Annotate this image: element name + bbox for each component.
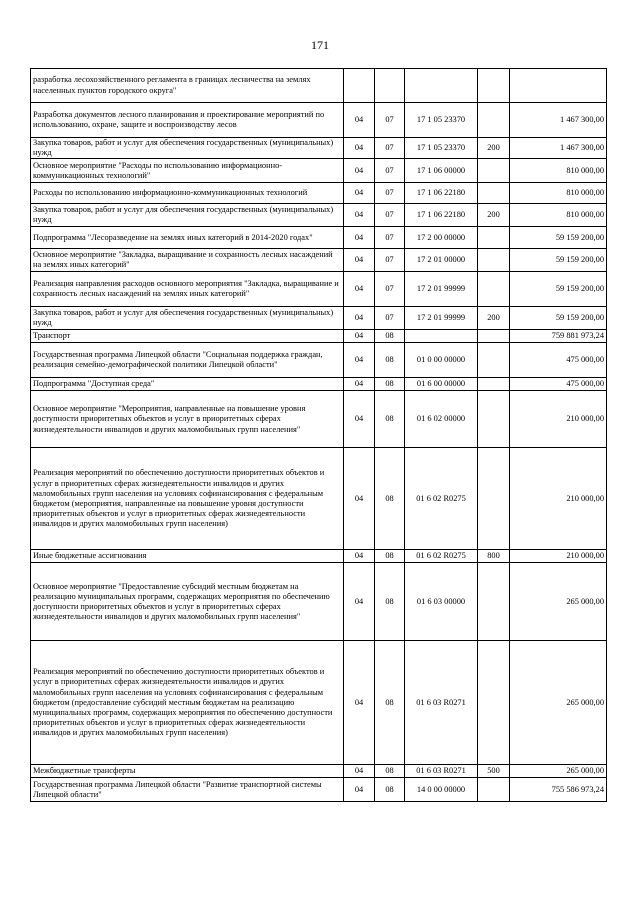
row-amount-cell: 210 000,00 — [510, 391, 607, 448]
row-section-cell: 04 — [344, 307, 375, 330]
row-section-cell: 04 — [344, 550, 375, 563]
row-name-cell: Основное мероприятие "Закладка, выращивание и сохранность лесных насаждений на землях иных категорий" — [31, 249, 344, 272]
table-row — [31, 227, 607, 249]
table-row — [31, 765, 607, 778]
row-subsection-cell: 08 — [375, 641, 405, 765]
row-section-cell: 04 — [344, 765, 375, 778]
row-target-article-cell: 17 2 01 00000 — [405, 249, 478, 272]
row-expense-type-cell — [478, 249, 510, 272]
row-name-cell: Реализация мероприятий по обеспечению доступности приоритетных объектов и услуг в приоритетных сферах жизнедеятельности инвалидов и других маломобильных групп населения на условиях софинансирования с федеральным бюджетом (предоставление субсидий местным бюджетам на реализацию муниципальных программ, содержащих мероприятия по обеспечению доступности приоритетных объектов и услуг в приоритетных сферах жизнедеятельности инвалидов и других маломобильных групп населения) — [31, 641, 344, 765]
table-row — [31, 138, 607, 159]
row-name-cell: Закупка товаров, работ и услуг для обеспечения государственных (муниципальных) нужд — [31, 307, 344, 330]
row-section-cell: 04 — [344, 272, 375, 307]
row-expense-type-cell — [478, 330, 510, 343]
row-subsection-cell: 07 — [375, 159, 405, 183]
row-amount-cell: 810 000,00 — [510, 159, 607, 183]
row-name-cell: Закупка товаров, работ и услуг для обеспечения государственных (муниципальных) нужд — [31, 204, 344, 227]
row-expense-type-cell: 200 — [478, 138, 510, 159]
row-amount-cell: 1 467 300,00 — [510, 103, 607, 138]
row-section-cell: 04 — [344, 563, 375, 641]
row-amount-cell: 475 000,00 — [510, 378, 607, 391]
row-section-cell: 04 — [344, 204, 375, 227]
row-section-cell: 04 — [344, 330, 375, 343]
row-expense-type-cell — [478, 563, 510, 641]
budget-table-body — [31, 69, 607, 802]
row-subsection-cell: 08 — [375, 448, 405, 550]
row-subsection-cell: 08 — [375, 563, 405, 641]
row-expense-type-cell — [478, 103, 510, 138]
row-subsection-cell: 08 — [375, 330, 405, 343]
row-target-article-cell: 01 6 03 00000 — [405, 563, 478, 641]
table-row — [31, 249, 607, 272]
row-amount-cell: 810 000,00 — [510, 204, 607, 227]
row-target-article-cell: 17 1 06 00000 — [405, 159, 478, 183]
row-section-cell: 04 — [344, 641, 375, 765]
row-amount-cell: 265 000,00 — [510, 765, 607, 778]
table-row — [31, 641, 607, 765]
row-amount-cell: 755 586 973,24 — [510, 778, 607, 802]
row-amount-cell: 59 159 200,00 — [510, 307, 607, 330]
table-row — [31, 778, 607, 802]
table-row — [31, 159, 607, 183]
row-amount-cell: 759 881 973,24 — [510, 330, 607, 343]
row-amount-cell — [510, 69, 607, 103]
row-subsection-cell: 07 — [375, 307, 405, 330]
row-amount-cell: 475 000,00 — [510, 343, 607, 378]
row-expense-type-cell — [478, 378, 510, 391]
row-subsection-cell: 07 — [375, 103, 405, 138]
table-row — [31, 307, 607, 330]
row-amount-cell: 265 000,00 — [510, 563, 607, 641]
row-name-cell: Иные бюджетные ассигнования — [31, 550, 344, 563]
row-name-cell: Подпрограмма "Лесоразведение на землях иных категорий в 2014-2020 годах" — [31, 227, 344, 249]
row-subsection-cell: 07 — [375, 138, 405, 159]
row-name-cell: Государственная программа Липецкой области "Развитие транспортной системы Липецкой области" — [31, 778, 344, 802]
row-name-cell: Реализация направления расходов основного мероприятия "Закладка, выращивание и сохранность лесных насаждений на землях иных категорий" — [31, 272, 344, 307]
row-subsection-cell: 07 — [375, 183, 405, 204]
row-section-cell: 04 — [344, 227, 375, 249]
row-section-cell: 04 — [344, 159, 375, 183]
row-target-article-cell: 17 1 05 23370 — [405, 103, 478, 138]
row-subsection-cell: 08 — [375, 765, 405, 778]
row-target-article-cell: 17 1 06 22180 — [405, 183, 478, 204]
row-target-article-cell: 01 6 02 R0275 — [405, 550, 478, 563]
row-target-article-cell: 01 0 00 00000 — [405, 343, 478, 378]
row-expense-type-cell — [478, 227, 510, 249]
row-name-cell: Межбюджетные трансферты — [31, 765, 344, 778]
row-target-article-cell: 17 1 06 22180 — [405, 204, 478, 227]
row-expense-type-cell — [478, 159, 510, 183]
row-amount-cell: 59 159 200,00 — [510, 249, 607, 272]
row-subsection-cell: 07 — [375, 227, 405, 249]
row-section-cell: 04 — [344, 343, 375, 378]
row-amount-cell: 1 467 300,00 — [510, 138, 607, 159]
row-amount-cell: 210 000,00 — [510, 448, 607, 550]
row-target-article-cell: 01 6 00 00000 — [405, 378, 478, 391]
table-row — [31, 204, 607, 227]
row-name-cell: Разработка документов лесного планирования и проектирование мероприятий по использованию, охране, защите и воспроизводству лесов — [31, 103, 344, 138]
row-amount-cell: 59 159 200,00 — [510, 272, 607, 307]
row-name-cell: Реализация мероприятий по обеспечению доступности приоритетных объектов и услуг в приоритетных сферах жизнедеятельности инвалидов и других маломобильных групп населения на условиях софинансирования с федеральным бюджетом (мероприятия, направленные на повышение уровня доступности приоритетных объектов и услуг в приоритетных сферах жизнедеятельности инвалидов и других маломобильных групп населения) — [31, 448, 344, 550]
row-section-cell: 04 — [344, 378, 375, 391]
row-section-cell: 04 — [344, 448, 375, 550]
row-expense-type-cell: 800 — [478, 550, 510, 563]
row-amount-cell: 59 159 200,00 — [510, 227, 607, 249]
row-section-cell: 04 — [344, 183, 375, 204]
row-expense-type-cell — [478, 69, 510, 103]
table-row — [31, 550, 607, 563]
row-expense-type-cell — [478, 641, 510, 765]
row-name-cell: Расходы по использованию информационно-коммуникационных технологий — [31, 183, 344, 204]
table-row — [31, 69, 607, 103]
row-amount-cell: 210 000,00 — [510, 550, 607, 563]
row-section-cell: 04 — [344, 778, 375, 802]
row-target-article-cell: 01 6 02 00000 — [405, 391, 478, 448]
page-number: 171 — [311, 38, 329, 52]
row-subsection-cell: 08 — [375, 343, 405, 378]
table-row — [31, 183, 607, 204]
row-target-article-cell: 01 6 03 R0271 — [405, 641, 478, 765]
table-row — [31, 343, 607, 378]
row-expense-type-cell — [478, 391, 510, 448]
row-expense-type-cell — [478, 343, 510, 378]
table-row — [31, 378, 607, 391]
row-name-cell: Закупка товаров, работ и услуг для обеспечения государственных (муниципальных) нужд — [31, 138, 344, 159]
table-row — [31, 391, 607, 448]
row-target-article-cell: 14 0 00 00000 — [405, 778, 478, 802]
row-subsection-cell: 08 — [375, 778, 405, 802]
row-section-cell: 04 — [344, 249, 375, 272]
table-row — [31, 103, 607, 138]
table-row — [31, 330, 607, 343]
row-target-article-cell — [405, 330, 478, 343]
row-subsection-cell: 07 — [375, 272, 405, 307]
table-row — [31, 448, 607, 550]
row-target-article-cell: 17 2 01 99999 — [405, 307, 478, 330]
row-name-cell: разработка лесохозяйственного регламента в границах лесничества на землях населенных пунктов городского округа" — [31, 69, 344, 103]
row-section-cell: 04 — [344, 391, 375, 448]
row-target-article-cell: 17 1 05 23370 — [405, 138, 478, 159]
row-subsection-cell: 07 — [375, 204, 405, 227]
row-name-cell: Основное мероприятие "Предоставление субсидий местным бюджетам на реализацию муниципальных программ, содержащих мероприятия по обеспечению доступности приоритетных объектов и услуг в приоритетных сферах жизнедеятельности инвалидов и других маломобильных групп населения" — [31, 563, 344, 641]
table-row — [31, 272, 607, 307]
row-name-cell: Основное мероприятие "Расходы по использованию информационно-коммуникационных технологий" — [31, 159, 344, 183]
row-amount-cell: 810 000,00 — [510, 183, 607, 204]
row-target-article-cell: 17 2 00 00000 — [405, 227, 478, 249]
row-name-cell: Транспорт — [31, 330, 344, 343]
row-target-article-cell: 01 6 03 R0271 — [405, 765, 478, 778]
row-section-cell: 04 — [344, 103, 375, 138]
row-target-article-cell: 01 6 02 R0275 — [405, 448, 478, 550]
table-row — [31, 563, 607, 641]
row-expense-type-cell: 200 — [478, 307, 510, 330]
row-expense-type-cell: 200 — [478, 204, 510, 227]
row-subsection-cell: 08 — [375, 391, 405, 448]
budget-table — [30, 68, 607, 802]
row-subsection-cell: 08 — [375, 550, 405, 563]
row-amount-cell: 265 000,00 — [510, 641, 607, 765]
row-name-cell: Государственная программа Липецкой области "Социальная поддержка граждан, реализация семейно-демографической политики Липецкой области" — [31, 343, 344, 378]
row-expense-type-cell — [478, 272, 510, 307]
row-expense-type-cell: 500 — [478, 765, 510, 778]
row-expense-type-cell — [478, 448, 510, 550]
row-section-cell: 04 — [344, 138, 375, 159]
row-expense-type-cell — [478, 183, 510, 204]
row-name-cell: Подпрограмма "Доступная среда" — [31, 378, 344, 391]
row-name-cell: Основное мероприятие "Мероприятия, направленные на повышение уровня доступности приоритетных объектов и услуг в приоритетных сферах жизнедеятельности инвалидов и других маломобильных групп населения" — [31, 391, 344, 448]
row-section-cell — [344, 69, 375, 103]
row-target-article-cell: 17 2 01 99999 — [405, 272, 478, 307]
row-subsection-cell: 08 — [375, 378, 405, 391]
row-subsection-cell — [375, 69, 405, 103]
row-expense-type-cell — [478, 778, 510, 802]
row-target-article-cell — [405, 69, 478, 103]
row-subsection-cell: 07 — [375, 249, 405, 272]
